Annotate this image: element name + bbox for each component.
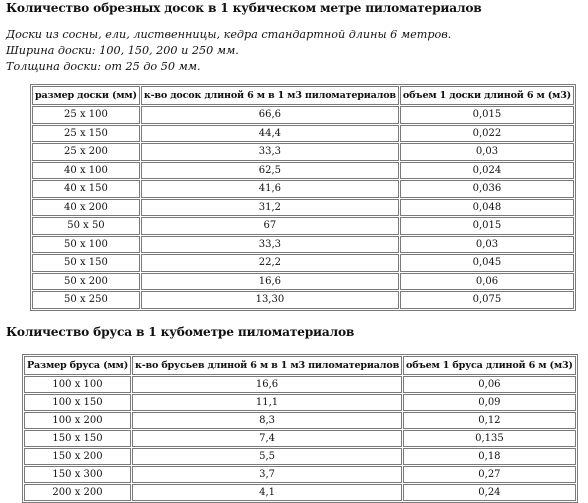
beams-count-cell: 4,1	[132, 484, 402, 501]
beams-size-cell: 100 x 150	[24, 394, 131, 411]
beams-volume-cell: 0,18	[403, 448, 576, 465]
boards-count-cell: 33,3	[141, 236, 399, 254]
boards-volume-cell: 0,015	[400, 217, 574, 235]
boards-size-cell: 25 x 150	[32, 125, 140, 143]
boards-volume-cell: 0,036	[400, 180, 574, 198]
boards-table-row	[32, 199, 574, 217]
beams-table-row	[24, 430, 576, 447]
beams-count-cell: 5,5	[132, 448, 402, 465]
boards-volume-cell: 0,024	[400, 162, 574, 180]
boards-header-size: размер доски (мм)	[32, 86, 140, 105]
boards-count-cell: 41,6	[141, 180, 399, 198]
intro-line-thickness: Толщина доски: от 25 до 50 мм.	[6, 60, 201, 73]
boards-count-cell: 31,2	[141, 199, 399, 217]
boards-count-cell: 67	[141, 217, 399, 235]
beams-table	[22, 354, 578, 503]
boards-size-cell: 40 x 150	[32, 180, 140, 198]
beams-table-row	[24, 466, 576, 483]
boards-table-row	[32, 143, 574, 161]
boards-volume-cell: 0,048	[400, 199, 574, 217]
beams-volume-cell: 0,12	[403, 412, 576, 429]
boards-count-cell: 66,6	[141, 106, 399, 124]
beams-volume-cell: 0,06	[403, 376, 576, 393]
beams-header-size: Размер бруса (мм)	[24, 356, 131, 375]
beams-table-row	[24, 394, 576, 411]
boards-volume-cell: 0,03	[400, 143, 574, 161]
beams-section-title: Количество бруса в 1 кубометре пиломатериалов	[6, 325, 355, 339]
beams-count-cell: 16,6	[132, 376, 402, 393]
beams-table-row	[24, 376, 576, 393]
boards-table-row	[32, 236, 574, 254]
boards-table-row	[32, 162, 574, 180]
boards-size-cell: 50 x 200	[32, 273, 140, 291]
beams-table-row	[24, 484, 576, 501]
beams-size-cell: 200 x 200	[24, 484, 131, 501]
boards-volume-cell: 0,075	[400, 291, 574, 309]
beams-count-cell: 7,4	[132, 430, 402, 447]
intro-line-wood-types: Доски из сосны, ели, лиственницы, кедра стандартной длины 6 метров.	[6, 28, 452, 41]
boards-size-cell: 50 x 150	[32, 254, 140, 272]
boards-intro	[6, 27, 451, 75]
beams-volume-cell: 0,09	[403, 394, 576, 411]
boards-header-volume: объем 1 доски длиной 6 м (м3)	[400, 86, 574, 105]
boards-size-cell: 25 x 100	[32, 106, 140, 124]
boards-size-cell: 50 x 250	[32, 291, 140, 309]
beams-table-row	[24, 448, 576, 465]
boards-size-cell: 50 x 100	[32, 236, 140, 254]
beams-volume-cell: 0,24	[403, 484, 576, 501]
beams-volume-cell: 0,27	[403, 466, 576, 483]
beams-size-cell: 150 x 150	[24, 430, 131, 447]
boards-table-row	[32, 217, 574, 235]
boards-table-header-row	[32, 86, 574, 105]
beams-volume-cell: 0,135	[403, 430, 576, 447]
boards-volume-cell: 0,06	[400, 273, 574, 291]
beams-count-cell: 3,7	[132, 466, 402, 483]
boards-size-cell: 40 x 200	[32, 199, 140, 217]
boards-volume-cell: 0,045	[400, 254, 574, 272]
beams-count-cell: 11,1	[132, 394, 402, 411]
boards-volume-cell: 0,022	[400, 125, 574, 143]
boards-table-row	[32, 106, 574, 124]
beams-size-cell: 150 x 200	[24, 448, 131, 465]
boards-section-title: Количество обрезных досок в 1 кубическом метре пиломатериалов	[6, 1, 482, 15]
boards-table-row	[32, 291, 574, 309]
boards-table-row	[32, 180, 574, 198]
boards-header-count: к-во досок длиной 6 м в 1 м3 пиломатериалов	[141, 86, 399, 105]
beams-table-header-row	[24, 356, 576, 375]
intro-line-width: Ширина доски: 100, 150, 200 и 250 мм.	[6, 44, 239, 57]
boards-volume-cell: 0,03	[400, 236, 574, 254]
boards-count-cell: 22,2	[141, 254, 399, 272]
beams-size-cell: 150 x 300	[24, 466, 131, 483]
beams-table-row	[24, 412, 576, 429]
boards-size-cell: 25 x 200	[32, 143, 140, 161]
boards-table	[30, 84, 576, 311]
boards-table-row	[32, 125, 574, 143]
boards-count-cell: 16,6	[141, 273, 399, 291]
beams-size-cell: 100 x 100	[24, 376, 131, 393]
boards-table-row	[32, 254, 574, 272]
boards-table-row	[32, 273, 574, 291]
boards-count-cell: 33,3	[141, 143, 399, 161]
boards-count-cell: 13,30	[141, 291, 399, 309]
beams-header-volume: объем 1 бруса длиной 6 м (м3)	[403, 356, 576, 375]
beams-count-cell: 8,3	[132, 412, 402, 429]
beams-size-cell: 100 x 200	[24, 412, 131, 429]
boards-count-cell: 62,5	[141, 162, 399, 180]
boards-size-cell: 50 x 50	[32, 217, 140, 235]
boards-volume-cell: 0,015	[400, 106, 574, 124]
boards-count-cell: 44,4	[141, 125, 399, 143]
boards-size-cell: 40 x 100	[32, 162, 140, 180]
beams-header-count: к-во брусьев длиной 6 м в 1 м3 пиломатериалов	[132, 356, 402, 375]
